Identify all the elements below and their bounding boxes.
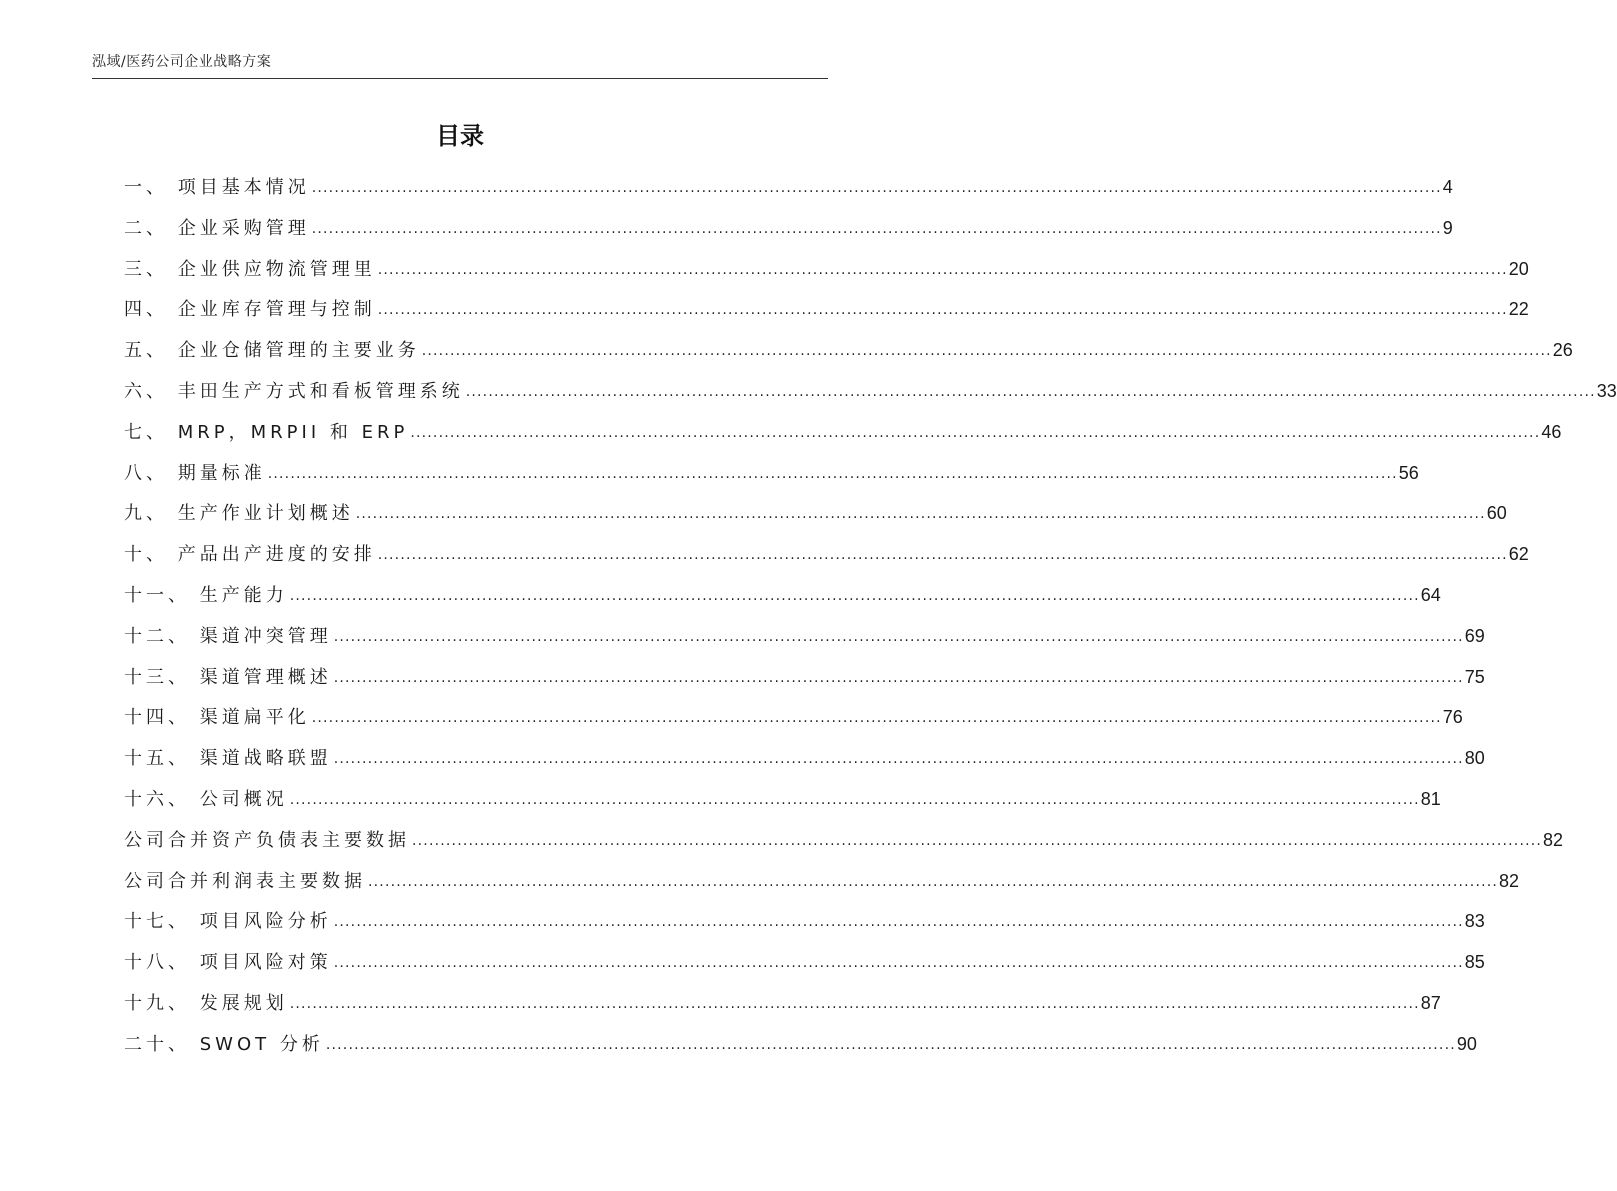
toc-dot-leader: ........................................................................................................................................................................................................ [355, 506, 1486, 523]
toc-entry[interactable] [124, 581, 1441, 622]
toc-entry-label: 四、 企业库存管理与控制 [124, 299, 376, 321]
toc-entry[interactable] [124, 336, 1573, 377]
toc-dot-leader: ........................................................................................................................................................................................................ [421, 343, 1552, 360]
toc-dot-leader: ........................................................................................................................................................................................................ [412, 832, 1543, 849]
toc-entry[interactable] [124, 663, 1485, 704]
toc-dot-leader: ........................................................................................................................................................................................................ [333, 669, 1464, 686]
toc-entry-page: 82 [1543, 829, 1564, 850]
toc-entry-label: 十五、 渠道战略联盟 [124, 748, 332, 770]
toc-entry-page: 90 [1456, 1033, 1477, 1054]
toc-entry-label: 十四、 渠道扁平化 [124, 707, 310, 729]
toc-entry-label: 九、 生产作业计划概述 [124, 503, 354, 525]
toc-entry-label: 十一、 生产能力 [124, 584, 288, 606]
toc-entry-page: 56 [1398, 462, 1419, 483]
toc-dot-leader: ........................................................................................................................................................................................................ [333, 751, 1464, 768]
toc-entry-label: 十、 产品出产进度的安排 [124, 544, 376, 566]
toc-entry-page: 81 [1420, 788, 1441, 809]
toc-entry[interactable] [124, 540, 1529, 581]
toc-entry[interactable] [124, 499, 1507, 540]
toc-dot-leader: ........................................................................................................................................................................................................ [333, 914, 1464, 931]
toc-entry-page: 33 [1596, 380, 1617, 401]
toc-entry[interactable] [124, 377, 1617, 418]
toc-dot-leader: ........................................................................................................................................................................................................ [267, 465, 1398, 482]
toc-entry-page: 80 [1464, 748, 1485, 769]
header-text: 泓域/医药公司企业战略方案 [92, 54, 272, 70]
toc-entry-label: 一、 项目基本情况 [124, 177, 310, 198]
toc-dot-leader: ........................................................................................................................................................................................................ [465, 383, 1596, 400]
toc-title: 目录 [436, 122, 484, 150]
toc-dot-leader: ........................................................................................................................................................................................................ [325, 1036, 1456, 1053]
toc-entry[interactable] [124, 867, 1520, 908]
toc-entry-page: 4 [1442, 177, 1453, 197]
toc-entry-label: 十九、 发展规划 [124, 992, 288, 1014]
toc-entry-label: 十六、 公司概况 [124, 788, 288, 810]
table-of-contents [124, 173, 1617, 1071]
toc-entry-page: 82 [1499, 870, 1520, 891]
toc-entry-label: 十八、 项目风险对策 [124, 952, 332, 974]
toc-entry-label: 公司合并利润表主要数据 [124, 870, 366, 892]
toc-entry[interactable] [124, 255, 1529, 296]
toc-entry-label: 十二、 渠道冲突管理 [124, 625, 332, 647]
toc-entry[interactable] [124, 173, 1453, 214]
toc-entry-page: 64 [1420, 584, 1441, 605]
toc-dot-leader: ........................................................................................................................................................................................................ [377, 302, 1508, 319]
toc-entry[interactable] [124, 295, 1529, 336]
toc-entry-label: 二十、 SWOT 分析 [124, 1033, 324, 1055]
toc-entry-label: 七、 MRP，MRPII 和 ERP [124, 421, 409, 443]
toc-entry-page: 75 [1464, 666, 1485, 687]
toc-entry-page: 60 [1486, 503, 1507, 524]
toc-dot-leader: ........................................................................................................................................................................................................ [333, 955, 1464, 972]
toc-dot-leader: ........................................................................................................................................................................................................ [311, 180, 1442, 196]
toc-entry-label: 十七、 项目风险分析 [124, 911, 332, 933]
toc-entry[interactable] [124, 1030, 1477, 1071]
toc-dot-leader: ........................................................................................................................................................................................................ [368, 873, 1499, 890]
toc-dot-leader: ........................................................................................................................................................................................................ [410, 424, 1541, 441]
toc-dot-leader: ........................................................................................................................................................................................................ [289, 587, 1420, 604]
toc-entry-page: 69 [1464, 625, 1485, 646]
toc-dot-leader: ........................................................................................................................................................................................................ [333, 628, 1464, 645]
toc-entry-page: 62 [1508, 544, 1529, 565]
toc-entry[interactable] [124, 459, 1419, 500]
toc-dot-leader: ........................................................................................................................................................................................................ [289, 995, 1420, 1012]
toc-entry-page: 85 [1464, 952, 1485, 973]
toc-entry-label: 十三、 渠道管理概述 [124, 666, 332, 688]
toc-entry-label: 二、 企业采购管理 [124, 217, 310, 239]
toc-entry-label: 八、 期量标准 [124, 462, 266, 484]
toc-entry-label: 三、 企业供应物流管理里 [124, 258, 376, 280]
toc-entry-label: 公司合并资产负债表主要数据 [124, 829, 410, 851]
toc-entry-page: 87 [1420, 992, 1441, 1013]
toc-entry-page: 26 [1552, 340, 1573, 361]
toc-entry-page: 46 [1541, 421, 1562, 442]
toc-dot-leader: ........................................................................................................................................................................................................ [377, 547, 1508, 564]
toc-entry-page: 22 [1508, 299, 1529, 320]
toc-entry[interactable] [124, 907, 1485, 948]
toc-entry[interactable] [124, 989, 1441, 1030]
toc-entry[interactable] [124, 418, 1562, 459]
toc-dot-leader: ........................................................................................................................................................................................................ [377, 261, 1508, 278]
toc-dot-leader: ........................................................................................................................................................................................................ [311, 220, 1442, 237]
toc-entry[interactable] [124, 826, 1564, 867]
toc-entry-label: 五、 企业仓储管理的主要业务 [124, 340, 420, 362]
toc-entry-label: 六、 丰田生产方式和看板管理系统 [124, 380, 464, 402]
toc-entry[interactable] [124, 703, 1463, 744]
toc-entry[interactable] [124, 744, 1485, 785]
toc-entry[interactable] [124, 948, 1485, 989]
toc-entry-page: 20 [1508, 258, 1529, 279]
toc-entry-page: 76 [1442, 707, 1463, 728]
toc-entry-page: 83 [1464, 911, 1485, 932]
toc-dot-leader: ........................................................................................................................................................................................................ [289, 791, 1420, 808]
toc-entry[interactable] [124, 214, 1453, 255]
toc-entry[interactable] [124, 622, 1485, 663]
toc-dot-leader: ........................................................................................................................................................................................................ [311, 710, 1442, 727]
toc-entry-page: 9 [1442, 217, 1453, 238]
toc-entry[interactable] [124, 785, 1441, 826]
page-header [92, 52, 828, 79]
